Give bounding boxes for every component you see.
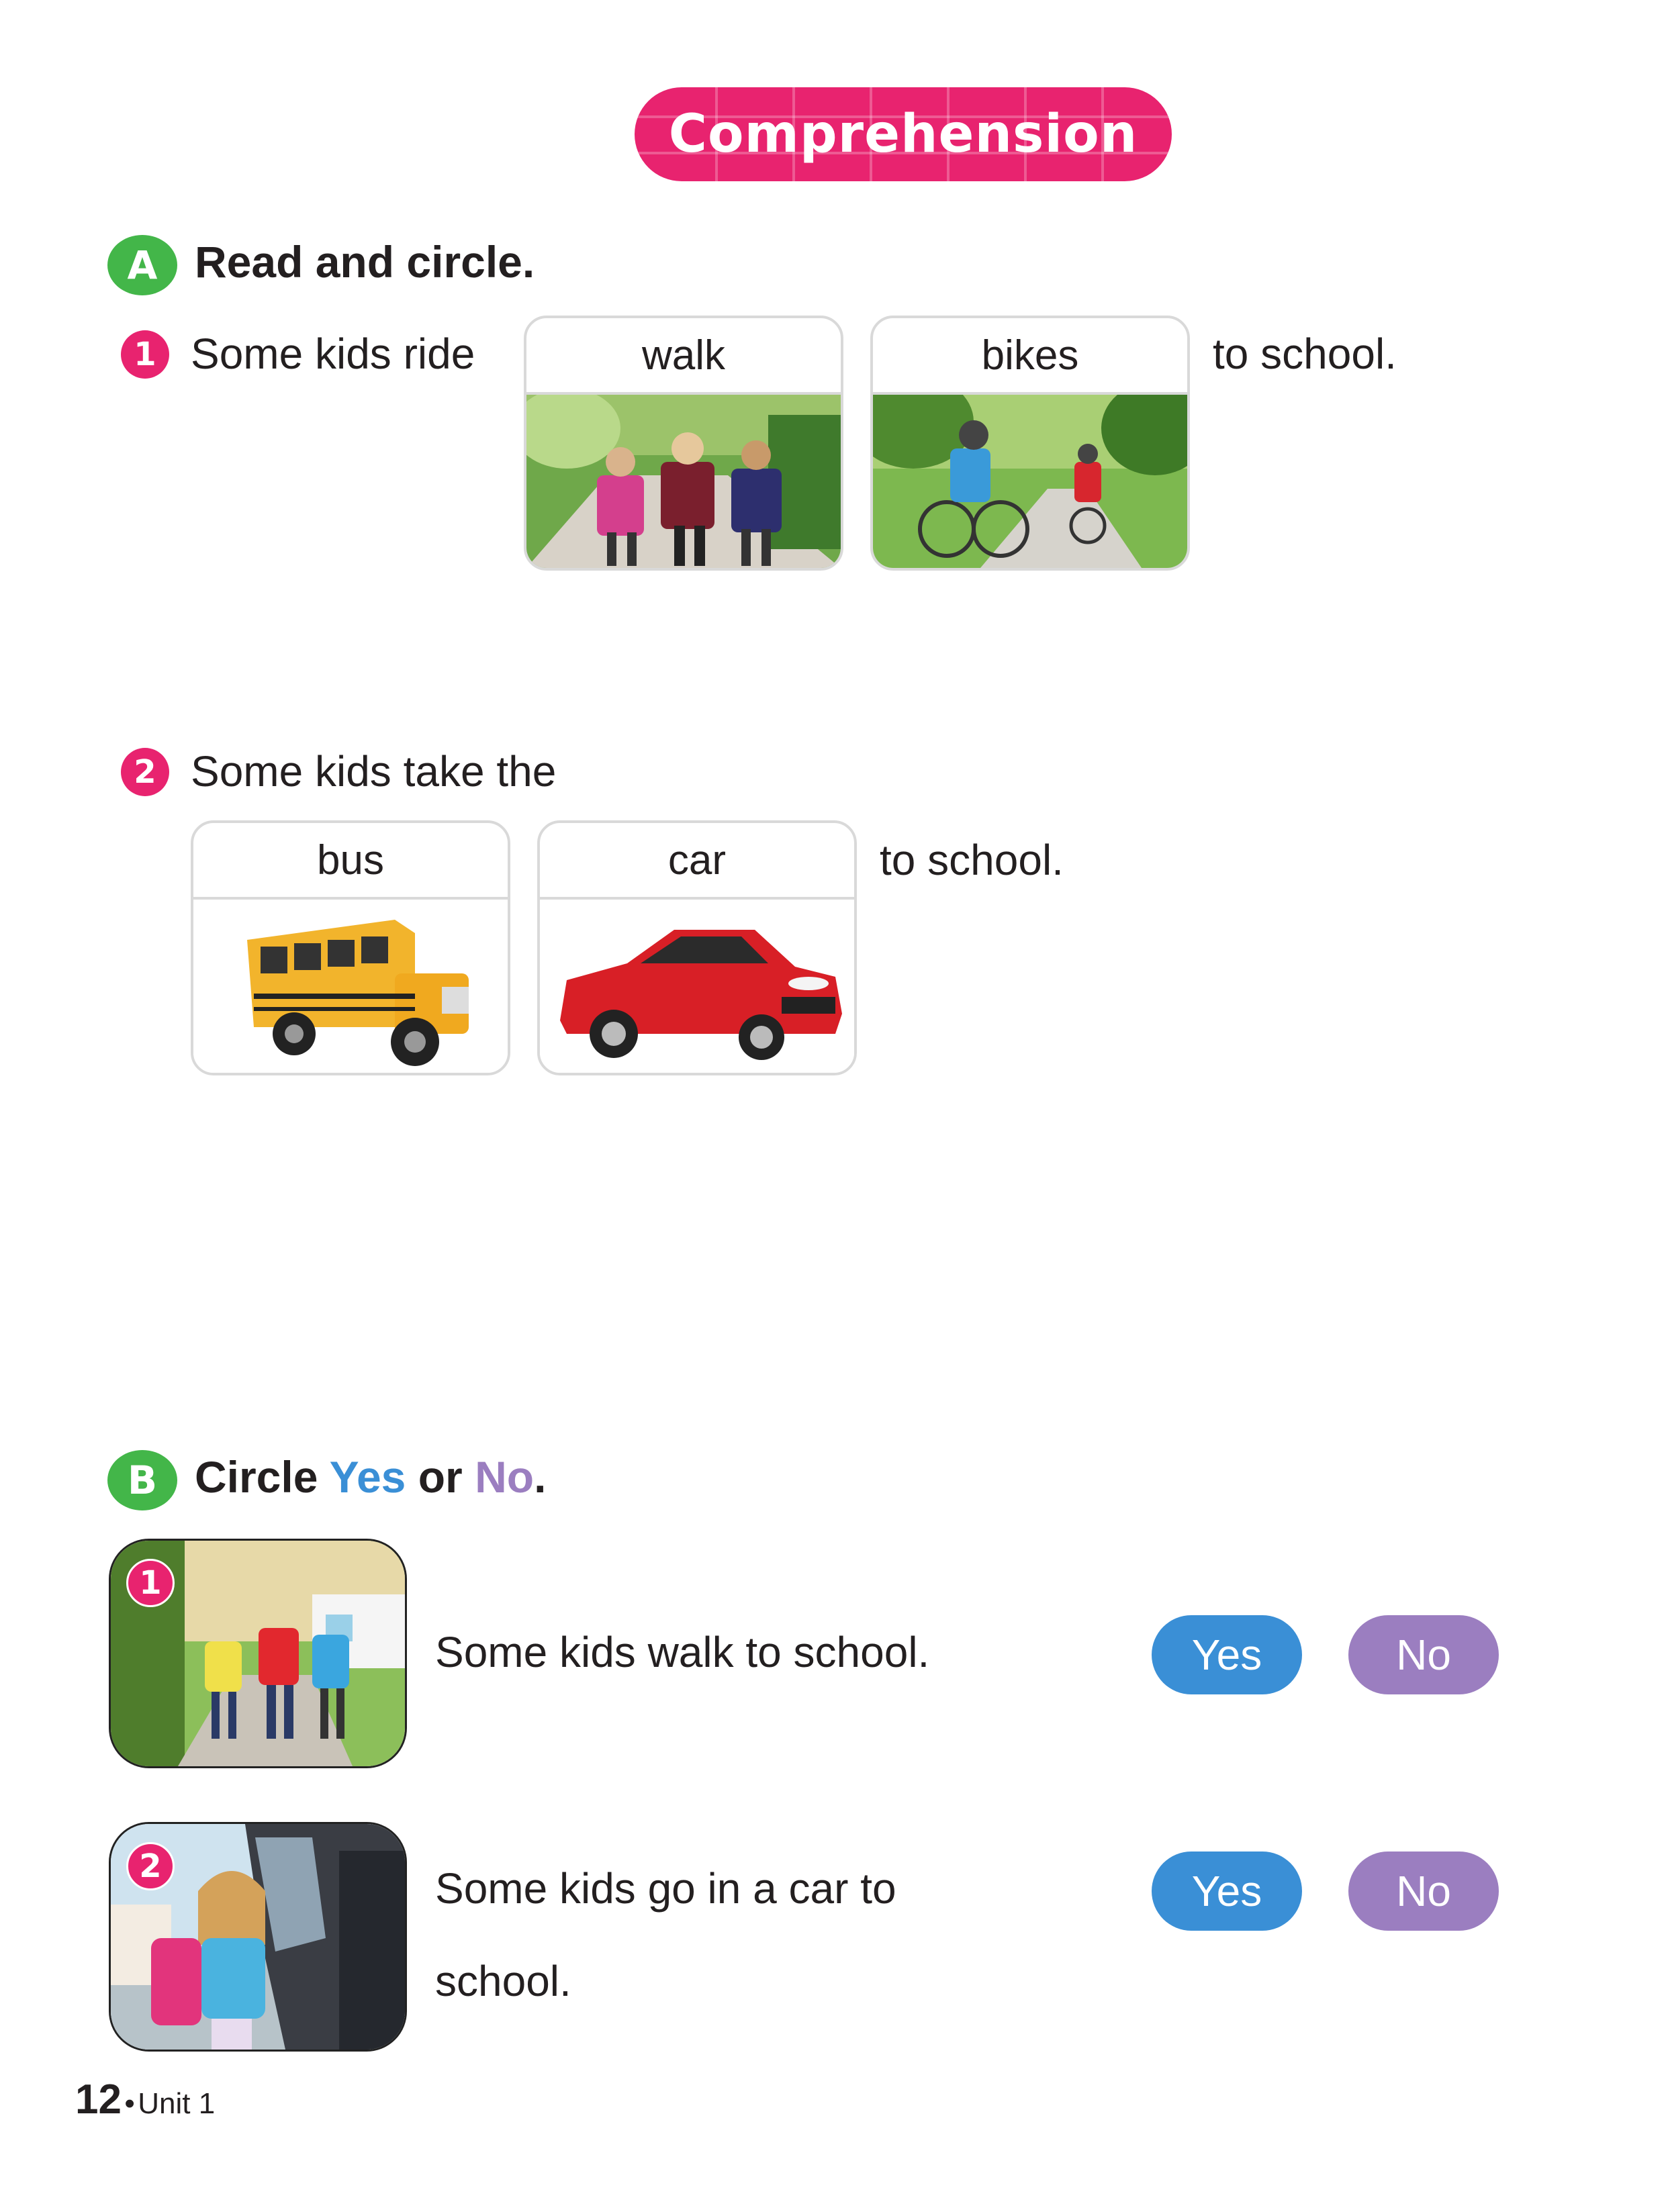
question-prefix: Some kids ride: [191, 330, 475, 378]
option-card-bikes[interactable]: [870, 316, 1190, 571]
no-button[interactable]: No: [1348, 1852, 1499, 1931]
no-button[interactable]: No: [1348, 1615, 1499, 1694]
instruction-yes: Yes: [329, 1452, 406, 1502]
footer-bullet: •: [124, 2087, 135, 2120]
section-a-title: Read and circle.: [195, 237, 535, 287]
item-number: 2: [126, 1842, 175, 1890]
page-title: Comprehension: [668, 104, 1138, 164]
option-label: walk: [526, 318, 841, 395]
section-title-banner: [635, 87, 1172, 181]
yes-button[interactable]: Yes: [1152, 1615, 1302, 1694]
yes-button[interactable]: Yes: [1152, 1852, 1302, 1931]
statement-text-line1: Some kids go in a car to: [435, 1864, 896, 1913]
option-card-bus[interactable]: [191, 820, 510, 1075]
kids-walking-photo: [526, 395, 841, 568]
question-suffix: to school.: [880, 836, 1064, 884]
page-footer: [75, 2076, 215, 2123]
option-card-car[interactable]: [537, 820, 857, 1075]
page-number: 12: [75, 2076, 122, 2123]
section-b-badge: B: [107, 1450, 177, 1510]
instruction-circle: Circle: [195, 1452, 318, 1502]
section-a-badge: A: [107, 235, 177, 295]
option-label: car: [540, 823, 854, 900]
item-number: 1: [126, 1559, 175, 1607]
school-bus-photo: [193, 900, 508, 1073]
question-number: 2: [121, 748, 169, 796]
statement-text: Some kids walk to school.: [435, 1628, 930, 1676]
instruction-no: No: [475, 1452, 535, 1502]
question-number: 1: [121, 330, 169, 379]
option-label: bus: [193, 823, 508, 900]
question-prefix: Some kids take the: [191, 747, 557, 796]
red-car-photo: [540, 900, 854, 1073]
question-suffix: to school.: [1213, 330, 1397, 378]
option-card-walk[interactable]: [524, 316, 843, 571]
instruction-or: or: [418, 1452, 463, 1502]
unit-label: Unit 1: [138, 2087, 216, 2120]
section-b-title: [195, 1451, 546, 1502]
statement-text-line2: school.: [435, 1957, 571, 2005]
option-label: bikes: [873, 318, 1187, 395]
instruction-period: .: [534, 1452, 547, 1502]
kids-biking-photo: [873, 395, 1187, 568]
